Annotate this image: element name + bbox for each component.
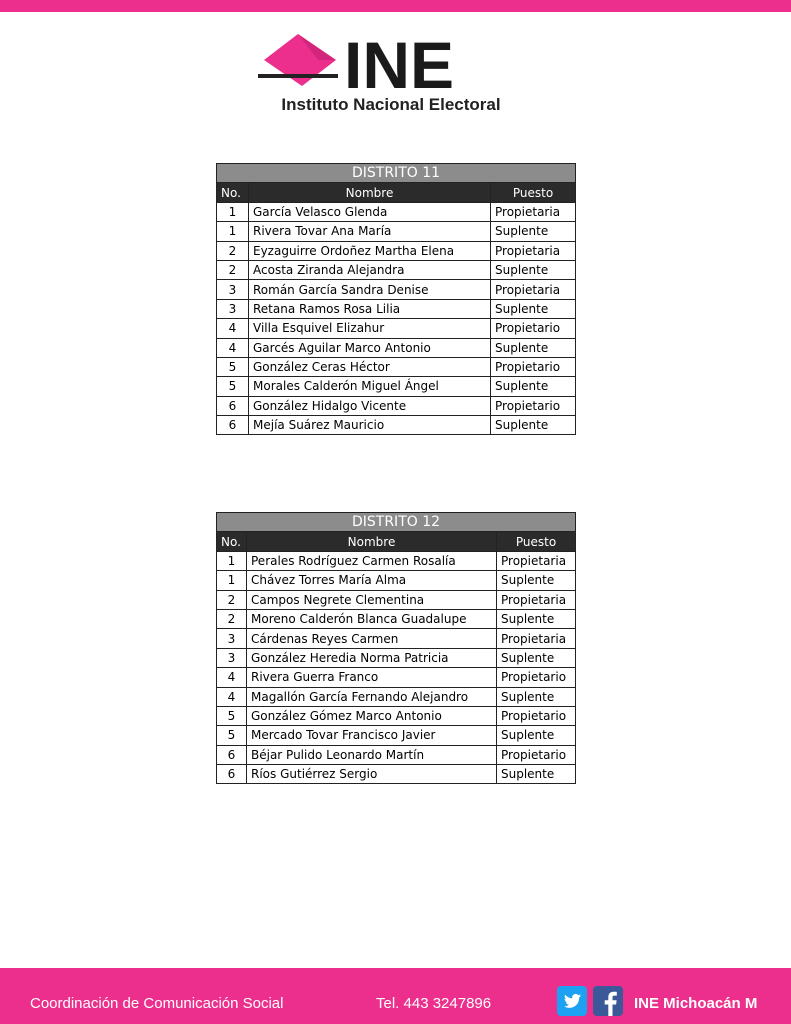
distrito-12-table <box>216 512 576 784</box>
cell-puesto: Suplente <box>491 377 576 396</box>
cell-puesto: Suplente <box>497 765 576 784</box>
cell-puesto: Propietario <box>491 319 576 338</box>
table-row <box>217 241 576 260</box>
table-row <box>217 202 576 221</box>
cell-nombre: Campos Negrete Clementina <box>247 590 497 609</box>
table-row <box>217 648 576 667</box>
logo-wordmark: INE <box>344 30 455 92</box>
cell-no: 5 <box>217 706 247 725</box>
cell-no: 1 <box>217 202 249 221</box>
column-header-no: No. <box>217 532 247 551</box>
column-header-nombre: Nombre <box>247 532 497 551</box>
cell-nombre: Perales Rodríguez Carmen Rosalía <box>247 551 497 570</box>
cell-no: 5 <box>217 357 249 376</box>
table-row <box>217 571 576 590</box>
ine-logo <box>256 30 526 120</box>
table-row <box>217 280 576 299</box>
cell-no: 5 <box>217 726 247 745</box>
cell-nombre: Román García Sandra Denise <box>249 280 491 299</box>
cell-no: 3 <box>217 629 247 648</box>
cell-nombre: García Velasco Glenda <box>249 202 491 221</box>
cell-puesto: Suplente <box>497 648 576 667</box>
table-title: DISTRITO 12 <box>217 513 576 532</box>
cell-puesto: Propietaria <box>497 629 576 648</box>
cell-puesto: Suplente <box>491 299 576 318</box>
column-header-no: No. <box>217 183 249 202</box>
table-row <box>217 629 576 648</box>
cell-puesto: Propietario <box>491 357 576 376</box>
cell-puesto: Suplente <box>491 222 576 241</box>
table-row <box>217 396 576 415</box>
cell-nombre: González Gómez Marco Antonio <box>247 706 497 725</box>
footer-bar <box>0 968 791 1024</box>
cell-no: 3 <box>217 648 247 667</box>
cell-puesto: Suplente <box>497 609 576 628</box>
cell-puesto: Propietaria <box>497 590 576 609</box>
cell-no: 5 <box>217 377 249 396</box>
cell-puesto: Propietaria <box>491 202 576 221</box>
cell-no: 6 <box>217 416 249 435</box>
cell-no: 4 <box>217 687 247 706</box>
cell-nombre: González Heredia Norma Patricia <box>247 648 497 667</box>
cell-nombre: Mejía Suárez Mauricio <box>249 416 491 435</box>
cell-no: 2 <box>217 590 247 609</box>
facebook-icon[interactable] <box>593 986 623 1016</box>
cell-nombre: Eyzaguirre Ordoñez Martha Elena <box>249 241 491 260</box>
cell-nombre: Morales Calderón Miguel Ángel <box>249 377 491 396</box>
cell-nombre: Garcés Aguilar Marco Antonio <box>249 338 491 357</box>
table-row <box>217 551 576 570</box>
cell-puesto: Suplente <box>491 416 576 435</box>
cell-puesto: Propietario <box>497 668 576 687</box>
cell-puesto: Propietario <box>497 745 576 764</box>
cell-nombre: Chávez Torres María Alma <box>247 571 497 590</box>
table-row <box>217 416 576 435</box>
cell-puesto: Suplente <box>491 260 576 279</box>
table-row <box>217 706 576 725</box>
cell-nombre: Magallón García Fernando Alejandro <box>247 687 497 706</box>
column-header-puesto: Puesto <box>497 532 576 551</box>
table-row <box>217 609 576 628</box>
table-row <box>217 338 576 357</box>
cell-nombre: González Hidalgo Vicente <box>249 396 491 415</box>
institution-name: Instituto Nacional Electoral <box>281 95 501 114</box>
cell-no: 4 <box>217 668 247 687</box>
cell-no: 6 <box>217 396 249 415</box>
ine-logo-mark <box>256 30 526 92</box>
cell-nombre: Retana Ramos Rosa Lilia <box>249 299 491 318</box>
cell-nombre: Moreno Calderón Blanca Guadalupe <box>247 609 497 628</box>
twitter-icon[interactable] <box>557 986 587 1016</box>
cell-no: 3 <box>217 299 249 318</box>
table-row <box>217 357 576 376</box>
cell-puesto: Propietaria <box>491 241 576 260</box>
cell-no: 4 <box>217 338 249 357</box>
cell-puesto: Suplente <box>497 726 576 745</box>
cell-puesto: Propietaria <box>491 280 576 299</box>
cell-puesto: Suplente <box>497 571 576 590</box>
column-header-nombre: Nombre <box>249 183 491 202</box>
cell-no: 4 <box>217 319 249 338</box>
table-row <box>217 260 576 279</box>
table-row <box>217 377 576 396</box>
table-row <box>217 687 576 706</box>
cell-no: 1 <box>217 222 249 241</box>
cell-puesto: Propietaria <box>497 551 576 570</box>
cell-nombre: Cárdenas Reyes Carmen <box>247 629 497 648</box>
cell-nombre: Rivera Tovar Ana María <box>249 222 491 241</box>
table-row <box>217 668 576 687</box>
footer-coordination: Coordinación de Comunicación Social <box>30 995 284 1012</box>
cell-puesto: Suplente <box>497 687 576 706</box>
column-header-puesto: Puesto <box>491 183 576 202</box>
table-row <box>217 222 576 241</box>
top-accent-bar <box>0 0 791 12</box>
footer-phone: Tel. 443 3247896 <box>376 995 492 1012</box>
cell-no: 2 <box>217 241 249 260</box>
footer-social-handle: INE Michoacán M <box>634 995 758 1012</box>
distrito-11-table <box>216 163 576 435</box>
cell-nombre: Béjar Pulido Leonardo Martín <box>247 745 497 764</box>
cell-puesto: Propietario <box>491 396 576 415</box>
cell-no: 1 <box>217 571 247 590</box>
cell-nombre: Rivera Guerra Franco <box>247 668 497 687</box>
cell-no: 1 <box>217 551 247 570</box>
cell-no: 3 <box>217 280 249 299</box>
cell-no: 6 <box>217 765 247 784</box>
cell-no: 2 <box>217 609 247 628</box>
table-row <box>217 299 576 318</box>
table-row <box>217 319 576 338</box>
cell-nombre: Villa Esquivel Elizahur <box>249 319 491 338</box>
cell-nombre: Ríos Gutiérrez Sergio <box>247 765 497 784</box>
cell-puesto: Propietario <box>497 706 576 725</box>
table-row <box>217 726 576 745</box>
cell-nombre: González Ceras Héctor <box>249 357 491 376</box>
cell-puesto: Suplente <box>491 338 576 357</box>
table-row <box>217 745 576 764</box>
cell-no: 2 <box>217 260 249 279</box>
table-row <box>217 590 576 609</box>
cell-nombre: Acosta Ziranda Alejandra <box>249 260 491 279</box>
cell-no: 6 <box>217 745 247 764</box>
cell-nombre: Mercado Tovar Francisco Javier <box>247 726 497 745</box>
table-title: DISTRITO 11 <box>217 164 576 183</box>
table-row <box>217 765 576 784</box>
